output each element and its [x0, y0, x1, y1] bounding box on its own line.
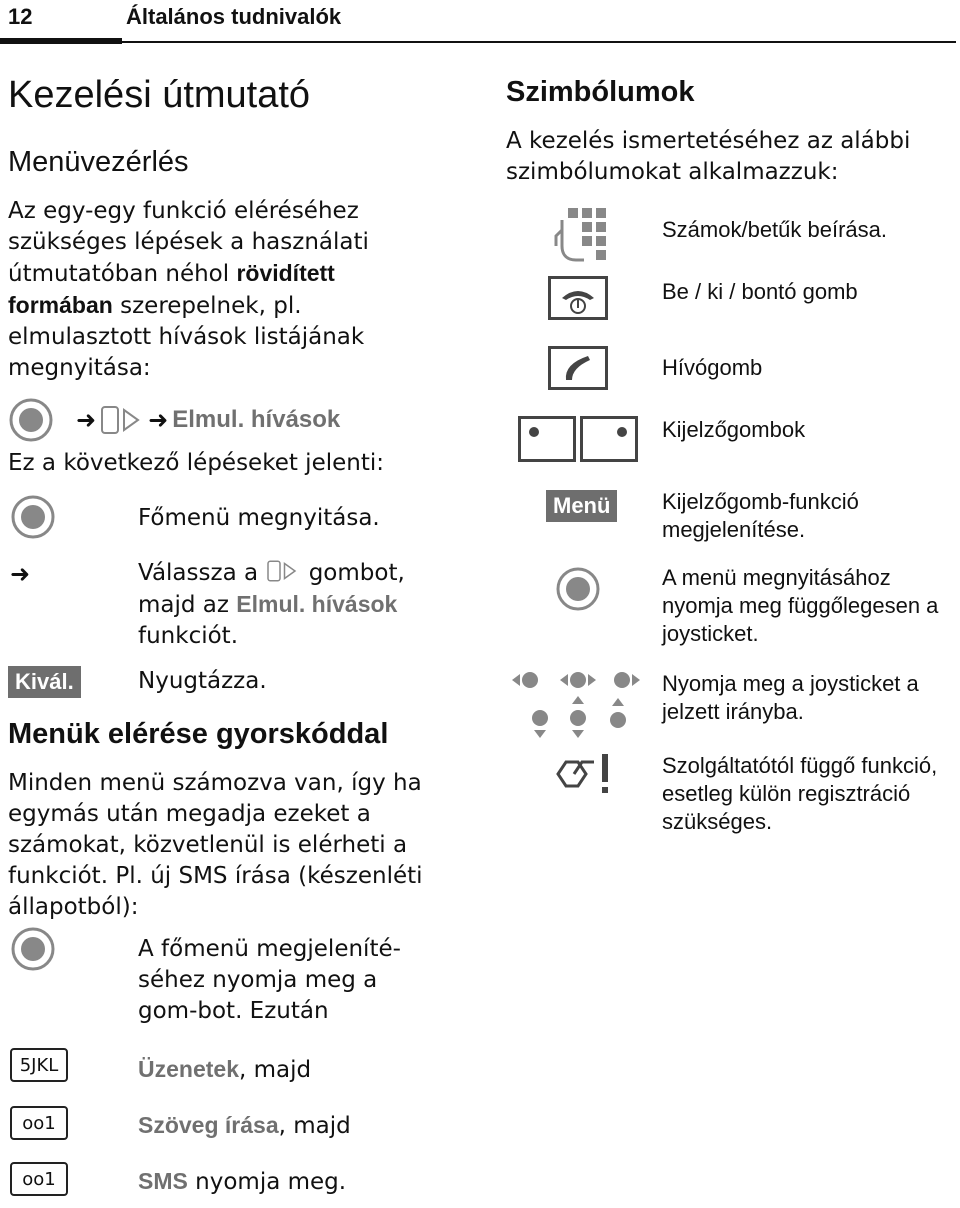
symbol-label: Hívógomb: [662, 355, 763, 380]
symbol-label: Kijelzőgombok: [662, 417, 806, 442]
navigation-key-icon: [265, 559, 301, 583]
key-1-icon: oo1: [10, 1162, 68, 1196]
arrow-icon: ➜: [148, 406, 169, 434]
symbol-label: Nyomja meg a joysticket a jelzett irányba.: [662, 671, 919, 724]
display-keys-icon: [518, 416, 640, 464]
header-rule-thin: [122, 41, 956, 43]
shortcut-intro: Minden menü számozva van, így ha egymás után megadja ezeket a számokat, közvetlenül is elérheti a funkciót. Pl. új SMS írása (készenléti állapotból):: [8, 770, 423, 920]
joystick-directions-icon: [508, 664, 644, 744]
arrow-icon: ➜: [76, 406, 97, 434]
symbol-label: Szolgáltatótól függő funkció, esetleg külön regisztráció szükséges.: [662, 753, 938, 834]
page-number: 12: [8, 4, 33, 29]
symbols-intro: A kezelés ismertetéséhez az alábbi szimbólumokat alkalmazzuk:: [506, 128, 911, 185]
symbol-label: A menü megnyitásához nyomja meg függőlegesen a joysticket.: [662, 565, 939, 646]
end-call-key-icon: [548, 276, 608, 320]
symbol-label: Be / ki / bontó gomb: [662, 279, 858, 304]
symbol-label: Számok/betűk beírása.: [662, 217, 888, 242]
path-label: Elmul. hívások: [172, 406, 341, 433]
step-text: Válassza a gombot, majd az Elmul. hívások funkciót.: [138, 560, 405, 649]
select-softkey-badge: Kivál.: [8, 666, 81, 698]
section-heading-symbols: Szimbólumok: [506, 76, 695, 108]
section-heading-shortcut: Menük elérése gyorskóddal: [8, 718, 389, 750]
key-1-icon: oo1: [10, 1106, 68, 1140]
step-text: Nyugtázza.: [138, 668, 267, 694]
symbol-label: Kijelzőgomb-funkció megjelenítése.: [662, 489, 859, 542]
page-title: Kezelési útmutató: [8, 74, 311, 116]
step-text: A főmenü megjeleníté-séhez nyomja meg a gom-bot. Ezután: [138, 936, 401, 1024]
header-rule-thick: [0, 38, 122, 44]
provider-dependent-icon: [552, 752, 616, 796]
step-text: Főmenü megnyitása.: [138, 505, 380, 531]
menu-control-intro: Az egy-egy funkció eléréséhez szükséges lépések a használati útmutatóban néhol rövidített formában szerepelnek, pl. elmulasztott hívások listájának megnyitása:: [8, 198, 369, 381]
menu-softkey-badge: Menü: [546, 490, 617, 522]
section-heading-menu-control: Menüvezérlés: [8, 146, 189, 178]
key-5-icon: 5JKL: [10, 1048, 68, 1082]
step-text: Üzenetek, majd: [138, 1056, 312, 1083]
meaning-text: Ez a következő lépéseket jelenti:: [8, 450, 384, 476]
joystick-icon: [10, 926, 56, 972]
joystick-icon: [555, 566, 601, 612]
keypad-icon: [554, 206, 610, 262]
joystick-icon: [8, 397, 54, 443]
arrow-icon: ➜: [10, 560, 31, 588]
call-key-icon: [548, 346, 608, 390]
path-example: [8, 398, 340, 442]
step-text: Szöveg írása, majd: [138, 1112, 351, 1139]
running-title: Általános tudnivalók: [126, 4, 342, 29]
navigation-key-icon: [100, 404, 144, 436]
step-text: SMS nyomja meg.: [138, 1168, 347, 1195]
joystick-icon: [10, 494, 56, 540]
